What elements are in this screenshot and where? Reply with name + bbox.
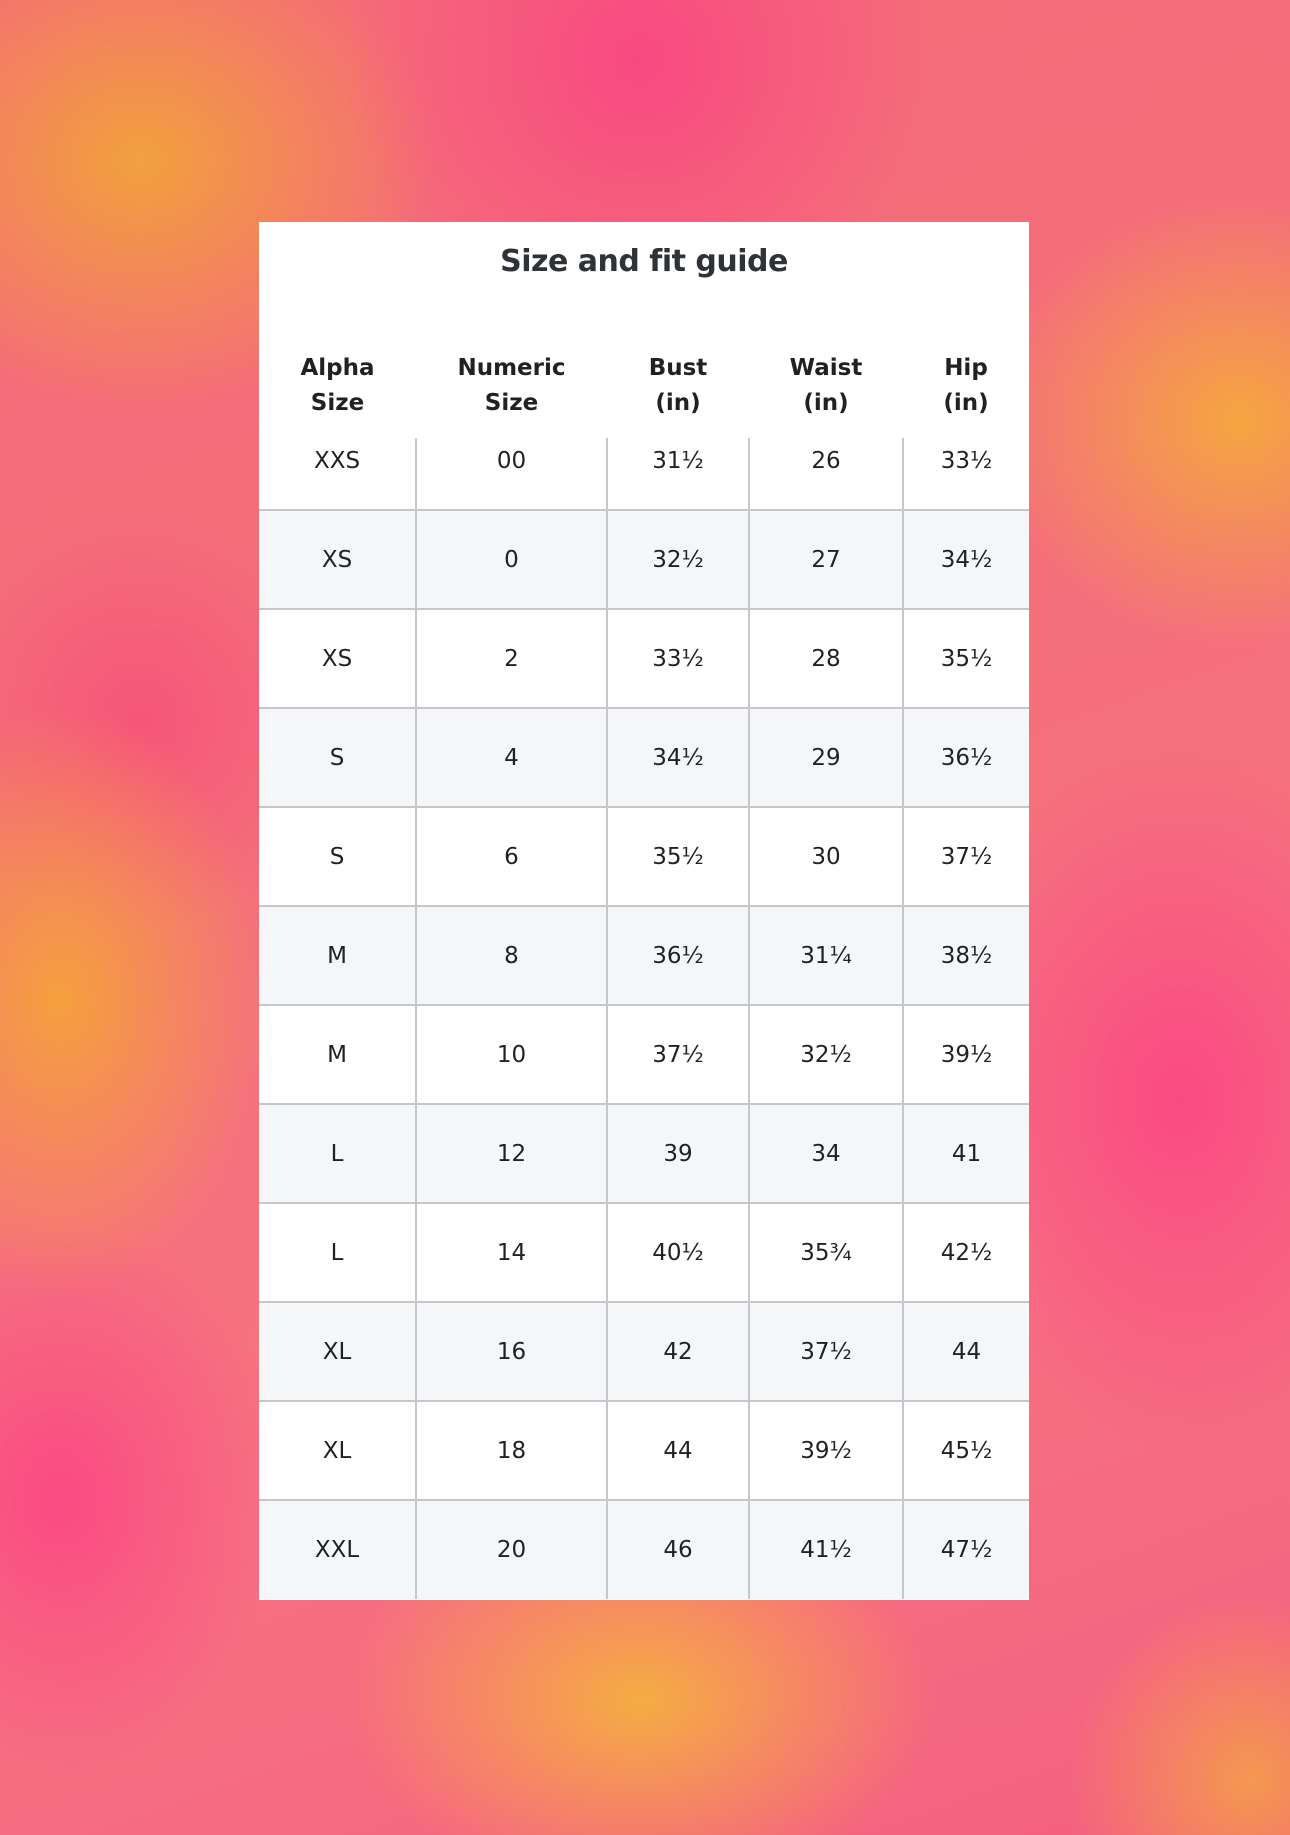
cell-alpha-size: XXL xyxy=(259,1500,416,1599)
cell-numeric-size: 8 xyxy=(416,906,607,1005)
cell-numeric-size: 4 xyxy=(416,708,607,807)
cell-numeric-size: 6 xyxy=(416,807,607,906)
cell-hip: 44 xyxy=(903,1302,1029,1401)
table-row xyxy=(259,1302,1029,1401)
table-row xyxy=(259,510,1029,609)
cell-waist: 34 xyxy=(749,1104,903,1203)
table-row xyxy=(259,1500,1029,1599)
cell-waist: 28 xyxy=(749,609,903,708)
table-row xyxy=(259,1401,1029,1500)
cell-hip: 35½ xyxy=(903,609,1029,708)
table-header-row xyxy=(259,334,1029,438)
cell-waist: 41½ xyxy=(749,1500,903,1599)
cell-alpha-size: L xyxy=(259,1104,416,1203)
cell-bust: 39 xyxy=(607,1104,749,1203)
cell-bust: 46 xyxy=(607,1500,749,1599)
cell-numeric-size: 14 xyxy=(416,1203,607,1302)
table-row xyxy=(259,708,1029,807)
table-row xyxy=(259,609,1029,708)
cell-alpha-size: S xyxy=(259,708,416,807)
cell-numeric-size: 20 xyxy=(416,1500,607,1599)
cell-alpha-size: XXS xyxy=(259,438,416,510)
cell-hip: 42½ xyxy=(903,1203,1029,1302)
cell-waist: 31¼ xyxy=(749,906,903,1005)
cell-numeric-size: 12 xyxy=(416,1104,607,1203)
table-row xyxy=(259,906,1029,1005)
table-body xyxy=(259,438,1029,1599)
cell-hip: 39½ xyxy=(903,1005,1029,1104)
cell-alpha-size: M xyxy=(259,906,416,1005)
cell-bust: 31½ xyxy=(607,438,749,510)
cell-bust: 34½ xyxy=(607,708,749,807)
cell-numeric-size: 2 xyxy=(416,609,607,708)
header-bust xyxy=(607,334,749,438)
cell-hip: 45½ xyxy=(903,1401,1029,1500)
cell-bust: 35½ xyxy=(607,807,749,906)
table-row xyxy=(259,438,1029,510)
cell-alpha-size: XS xyxy=(259,510,416,609)
header-hip-line2: (in) xyxy=(943,390,989,416)
header-waist xyxy=(749,334,903,438)
table-row xyxy=(259,807,1029,906)
cell-hip: 34½ xyxy=(903,510,1029,609)
header-alpha-size xyxy=(259,334,416,438)
cell-bust: 33½ xyxy=(607,609,749,708)
cell-bust: 32½ xyxy=(607,510,749,609)
cell-bust: 42 xyxy=(607,1302,749,1401)
header-alpha-size-line1: Alpha xyxy=(300,355,375,381)
cell-numeric-size: 00 xyxy=(416,438,607,510)
cell-hip: 47½ xyxy=(903,1500,1029,1599)
header-numeric-size-line2: Size xyxy=(484,390,539,416)
cell-waist: 27 xyxy=(749,510,903,609)
table-row xyxy=(259,1005,1029,1104)
cell-waist: 37½ xyxy=(749,1302,903,1401)
cell-waist: 39½ xyxy=(749,1401,903,1500)
cell-alpha-size: XL xyxy=(259,1401,416,1500)
cell-alpha-size: S xyxy=(259,807,416,906)
cell-waist: 32½ xyxy=(749,1005,903,1104)
cell-bust: 44 xyxy=(607,1401,749,1500)
header-hip-line1: Hip xyxy=(944,355,988,381)
cell-waist: 30 xyxy=(749,807,903,906)
cell-alpha-size: L xyxy=(259,1203,416,1302)
cell-hip: 41 xyxy=(903,1104,1029,1203)
page-title: Size and fit guide xyxy=(500,244,788,279)
cell-numeric-size: 0 xyxy=(416,510,607,609)
header-numeric-size-line1: Numeric xyxy=(457,355,566,381)
cell-bust: 37½ xyxy=(607,1005,749,1104)
cell-waist: 26 xyxy=(749,438,903,510)
cell-waist: 35¾ xyxy=(749,1203,903,1302)
table-row xyxy=(259,1104,1029,1203)
cell-hip: 38½ xyxy=(903,906,1029,1005)
header-waist-line2: (in) xyxy=(803,390,849,416)
cell-alpha-size: M xyxy=(259,1005,416,1104)
cell-numeric-size: 16 xyxy=(416,1302,607,1401)
cell-hip: 37½ xyxy=(903,807,1029,906)
cell-hip: 36½ xyxy=(903,708,1029,807)
table-row xyxy=(259,1203,1029,1302)
header-bust-line2: (in) xyxy=(655,390,701,416)
cell-bust: 36½ xyxy=(607,906,749,1005)
cell-waist: 29 xyxy=(749,708,903,807)
size-guide-card xyxy=(259,222,1029,1600)
header-waist-line1: Waist xyxy=(789,355,863,381)
header-numeric-size xyxy=(416,334,607,438)
header-bust-line1: Bust xyxy=(648,355,708,381)
cell-alpha-size: XS xyxy=(259,609,416,708)
cell-hip: 33½ xyxy=(903,438,1029,510)
size-table xyxy=(259,334,1029,1599)
cell-bust: 40½ xyxy=(607,1203,749,1302)
header-hip xyxy=(903,334,1029,438)
header-alpha-size-line2: Size xyxy=(310,390,365,416)
cell-alpha-size: XL xyxy=(259,1302,416,1401)
cell-numeric-size: 10 xyxy=(416,1005,607,1104)
cell-numeric-size: 18 xyxy=(416,1401,607,1500)
